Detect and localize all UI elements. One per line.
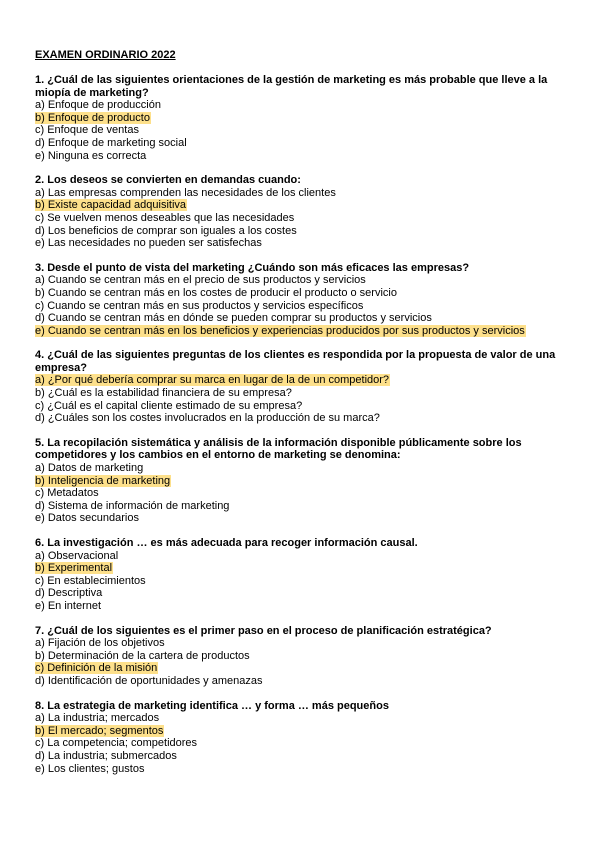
answer-option-text: c) ¿Cuál es el capital cliente estimado de su empresa? (35, 399, 303, 412)
answer-option-text: a) Las empresas comprenden las necesidades de los clientes (35, 186, 336, 199)
answer-option-text: b) Inteligencia de marketing (35, 474, 171, 487)
question-7 (35, 625, 560, 688)
answer-option (35, 500, 560, 513)
answer-option-text: a) Cuando se centran más en el precio de sus productos y servicios (35, 274, 366, 287)
answer-option-text: e) Ninguna es correcta (35, 149, 147, 162)
question-text: 7. ¿Cuál de los siguientes es el primer paso en el proceso de planificación estratégica? (35, 624, 492, 637)
answer-option-text: c) Enfoque de ventas (35, 124, 139, 137)
answer-option-correct (35, 199, 560, 212)
answer-option-text: a) ¿Por qué debería comprar su marca en lugar de la de un competidor? (35, 374, 390, 387)
answer-option (35, 650, 560, 663)
answer-option (35, 150, 560, 163)
answer-option (35, 312, 560, 325)
answer-option (35, 750, 560, 763)
answer-option-text: d) Enfoque de marketing social (35, 136, 187, 149)
question-5 (35, 437, 560, 525)
answer-option (35, 412, 560, 425)
answer-option (35, 763, 560, 776)
answer-option (35, 675, 560, 688)
answer-option-text: a) La industria; mercados (35, 712, 160, 725)
answer-option-text: b) Cuando se centran más en los costes de producir el producto o servicio (35, 286, 397, 299)
answer-option (35, 587, 560, 600)
answer-option-text: c) La competencia; competidores (35, 737, 198, 750)
answer-option-text: b) ¿Cuál es la estabilidad financiera de su empresa? (35, 387, 292, 400)
question-text: 6. La investigación … es más adecuada para recoger información causal. (35, 537, 418, 549)
answer-option (35, 387, 560, 400)
answer-option-text: c) En establecimientos (35, 574, 146, 587)
answer-option-text: a) Fijación de los objetivos (35, 637, 165, 650)
answer-option (35, 600, 560, 613)
answer-option-text: d) Cuando se centran más en dónde se pueden comprar su productos y servicios (35, 312, 432, 325)
answer-option (35, 300, 560, 313)
answer-option-text: a) Enfoque de producción (35, 99, 161, 112)
question-4 (35, 349, 560, 425)
answer-option-correct (35, 374, 560, 387)
question-3 (35, 262, 560, 338)
answer-option-text: d) ¿Cuáles son los costes involucrados en la producción de su marca? (35, 412, 380, 425)
answer-option-correct (35, 662, 560, 675)
answer-option-correct (35, 325, 560, 338)
answer-option-text: d) Descriptiva (35, 587, 103, 600)
answer-option-text: e) Datos secundarios (35, 512, 139, 525)
answer-option-text: c) Cuando se centran más en sus productos y servicios específicos (35, 299, 364, 312)
question-text: 3. Desde el punto de vista del marketing ¿Cuándo son más eficaces las empresas? (35, 261, 470, 274)
answer-option (35, 637, 560, 650)
answer-option-text: a) Observacional (35, 549, 119, 562)
answer-option (35, 187, 560, 200)
exam-title: EXAMEN ORDINARIO 2022 (35, 49, 176, 61)
answer-option-text: e) En internet (35, 599, 102, 612)
question-6 (35, 537, 560, 613)
answer-option (35, 737, 560, 750)
answer-option-correct (35, 475, 560, 488)
answer-option-text: b) Experimental (35, 562, 113, 575)
answer-option-text: d) Sistema de información de marketing (35, 499, 230, 512)
question-text: 1. ¿Cuál de las siguientes orientaciones de la gestión de marketing es más probable que lleve a la miopía de marketing? (35, 74, 548, 99)
question-8 (35, 700, 560, 776)
answer-option (35, 712, 560, 725)
answer-option-text: c) Metadatos (35, 487, 99, 500)
question-text: 2. Los deseos se convierten en demandas cuando: (35, 174, 301, 187)
answer-option (35, 212, 560, 225)
answer-option-text: a) Datos de marketing (35, 462, 144, 475)
answer-option (35, 124, 560, 137)
question-text: 4. ¿Cuál de las siguientes preguntas de los clientes es respondida por la propuesta de valor de una empresa? (35, 349, 556, 374)
answer-option (35, 287, 560, 300)
question-text: 8. La estrategia de marketing identifica … y forma … más pequeños (35, 699, 389, 712)
answer-option (35, 487, 560, 500)
answer-option (35, 512, 560, 525)
question-text: 5. La recopilación sistemática y análisis de la información disponible públicamente sobre los competidores y los cambios en el entorno de marketing se denomina: (35, 436, 522, 462)
answer-option (35, 274, 560, 287)
answer-option-correct (35, 562, 560, 575)
answer-option-text: b) Enfoque de producto (35, 111, 150, 124)
answer-option (35, 400, 560, 413)
answer-option-text: d) Los beneficios de comprar son iguales a los costes (35, 224, 297, 237)
answer-option-text: e) Las necesidades no pueden ser satisfechas (35, 237, 262, 250)
answer-option-correct (35, 725, 560, 738)
answer-option-text: d) Identificación de oportunidades y amenazas (35, 674, 263, 687)
answer-option-text: e) Cuando se centran más en los beneficios y experiencias producidos por sus productos y servicios (35, 324, 525, 337)
answer-option-text: b) El mercado; segmentos (35, 724, 164, 737)
question-2 (35, 174, 560, 250)
answer-option (35, 237, 560, 250)
answer-option (35, 225, 560, 238)
answer-option-text: b) Existe capacidad adquisitiva (35, 199, 187, 212)
answer-option-text: c) Definición de la misión (35, 662, 158, 675)
answer-option-text: c) Se vuelven menos deseables que las necesidades (35, 211, 295, 224)
question-1 (35, 74, 560, 162)
answer-option-text: e) Los clientes; gustos (35, 762, 145, 775)
answer-option (35, 550, 560, 563)
answer-option (35, 575, 560, 588)
answer-option (35, 462, 560, 475)
question-list (35, 74, 560, 775)
answer-option-text: b) Determinación de la cartera de productos (35, 649, 250, 662)
answer-option-text: d) La industria; submercados (35, 749, 177, 762)
answer-option (35, 137, 560, 150)
answer-option-correct (35, 112, 560, 125)
answer-option (35, 99, 560, 112)
